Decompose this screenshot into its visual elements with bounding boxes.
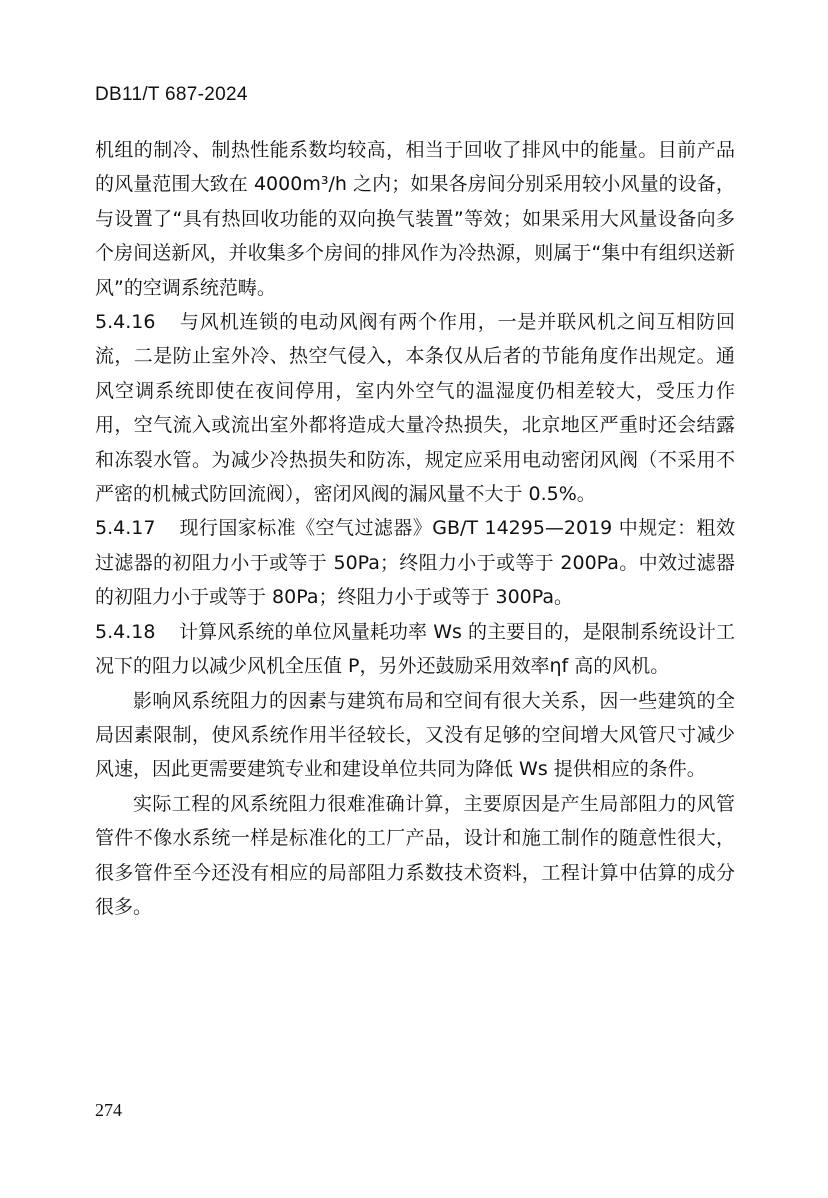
clause-number: 5.4.17 [95, 517, 156, 540]
clause-number: 5.4.16 [95, 311, 156, 334]
paragraph-text: 与风机连锁的电动风阀有两个作用，一是并联风机之间互相防回流，二是防止室外冷、热空气侵入，本条仅从后者的节能角度作出规定。通风空调系统即使在夜间停用，室内外空气的温湿度仍相差较大，受压力作用，空气流入或流出室外都将造成大量冷热损失，北京地区严重时还会结露和冻裂水管。为减少冷热损失和防冻，规定应采用电动密闭风阀（不采用不严密的机械式防回流阀），密闭风阀的漏风量不大于 0.5%。 [95, 311, 735, 506]
clause-5-4-17 [95, 511, 735, 614]
paragraph-indented [95, 787, 735, 925]
paragraph-text: 计算风系统的单位风量耗功率 Ws 的主要目的，是限制系统设计工况下的阻力以减少风机全压值 P，另外还鼓励采用效率ηf 高的风机。 [95, 620, 735, 678]
document-body [95, 133, 735, 924]
clause-5-4-18 [95, 615, 735, 684]
paragraph-continuation [95, 133, 735, 305]
paragraph-text: 影响风系统阻力的因素与建筑布局和空间有很大关系，因一些建筑的全局因素限制，使风系统作用半径较长，又没有足够的空间增大风管尺寸减少风速，因此更需要建筑专业和建设单位共同为降低 Ws 提供相应的条件。 [95, 689, 735, 781]
page-number: 274 [95, 1100, 122, 1120]
clause-5-4-16 [95, 305, 735, 511]
paragraph-text: 实际工程的风系统阻力很难准确计算，主要原因是产生局部阻力的风管管件不像水系统一样是标准化的工厂产品，设计和施工制作的随意性很大，很多管件至今还没有相应的局部阻力系数技术资料，工程计算中估算的成分很多。 [95, 792, 735, 918]
paragraph-text: 机组的制冷、制热性能系数均较高，相当于回收了排风中的能量。目前产品的风量范围大致在 4000m³/h 之内；如果各房间分别采用较小风量的设备，与设置了“具有热回收功能的双向换气装置”等效；如果采用大风量设备向多个房间送新风，并收集多个房间的排风作为冷热源，则属于“集中有组织送新风”的空调系统范畴。 [95, 139, 735, 299]
paragraph-text: 现行国家标准《空气过滤器》GB/T 14295—2019 中规定：粗效过滤器的初阻力小于或等于 50Pa；终阻力小于或等于 200Pa。中效过滤器的初阻力小于或等于 80Pa；终阻力小于或等于 300Pa。 [95, 517, 735, 609]
clause-number: 5.4.18 [95, 620, 156, 643]
paragraph-indented [95, 684, 735, 787]
standard-code-header: DB11/T 687-2024 [95, 84, 248, 105]
